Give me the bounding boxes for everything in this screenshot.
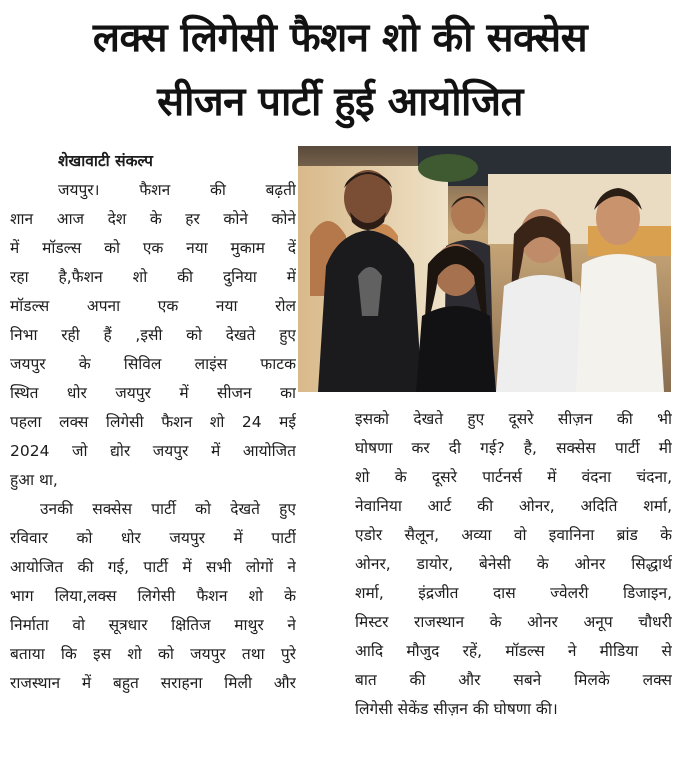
article-line: शान आज देश के हर कोने कोने <box>10 210 296 228</box>
article-line: पहला लक्स लिगेसी फैशन शो 24 मई <box>10 413 296 431</box>
headline-line-2: सीजन पार्टी हुई आयोजित <box>157 79 523 125</box>
article-line: रविवार को धोर जयपुर में पार्टी <box>10 529 296 547</box>
article-line: शो के दूसरे पार्टनर्स में वंदना चंदना, <box>355 468 672 486</box>
article-line: शर्मा, इंद्रजीत दास ज्वेलरी डिजाइन, <box>355 584 672 602</box>
article-line: 2024 जो द्योर जयपुर में आयोजित <box>10 442 296 460</box>
article-line: मिस्टर राजस्थान के ओनर अनूप चौधरी <box>355 613 672 631</box>
article-line: राजस्थान में बहुत सराहना मिली और <box>10 674 296 692</box>
article-line: जयपुर के सिविल लाइंस फाटक <box>10 355 296 373</box>
article-line: जयपुर। फैशन की बढ़ती <box>58 181 296 199</box>
article-line: मॉडल्स अपना एक नया रोल <box>10 297 296 315</box>
article-line: आयोजित की गई, पार्टी में सभी लोगों ने <box>10 558 296 576</box>
article-line: हुआ था, <box>10 471 58 489</box>
article-line: ओनर, डायोर, बेनेसी के ओनर सिद्धार्थ <box>355 555 672 573</box>
article-line: बात की और सबने मिलके लक्स <box>355 671 672 689</box>
headline-line-1: लक्स लिगेसी फैशन शो की सक्सेस <box>92 15 588 61</box>
article-line: एडोर सैलून, अव्या वो इवानिना ब्रांड के <box>355 526 672 544</box>
article-left-column <box>10 147 296 698</box>
article-line: में मॉडल्स को एक नया मुकाम दें <box>10 239 296 257</box>
article-line: निभा रही हैं ,इसी को देखते हुए <box>10 326 296 344</box>
article-source: शेखावाटी संकल्प <box>58 152 153 170</box>
article-line: भाग लिया,लक्स लिगेसी फैशन शो के <box>10 587 296 605</box>
article-line: नेवानिया आर्ट की ओनर, अदिति शर्मा, <box>355 497 672 515</box>
article-line: लिगेसी सेकेंड सीज़न की घोषणा की। <box>355 700 558 718</box>
article-line: स्थित धोर जयपुर में सीजन का <box>10 384 296 402</box>
article-line: रहा है,फैशन शो की दुनिया में <box>10 268 296 286</box>
article-line: निर्माता वो सूत्रधार क्षितिज माथुर ने <box>10 616 296 634</box>
article-right-column <box>355 405 672 724</box>
event-group-photo <box>298 146 671 392</box>
article-line: इसको देखते हुए दूसरे सीज़न की भी <box>355 410 672 428</box>
article-line: उनकी सक्सेस पार्टी को देखते हुए <box>40 500 296 518</box>
article-line: घोषणा कर दी गई? है, सक्सेस पार्टी मी <box>355 439 672 457</box>
article-line: आदि मौजुद रहें, मॉडल्स ने मीडिया से <box>355 642 672 660</box>
article-line: बताया कि इस शो को जयपुर तथा पुरे <box>10 645 296 663</box>
